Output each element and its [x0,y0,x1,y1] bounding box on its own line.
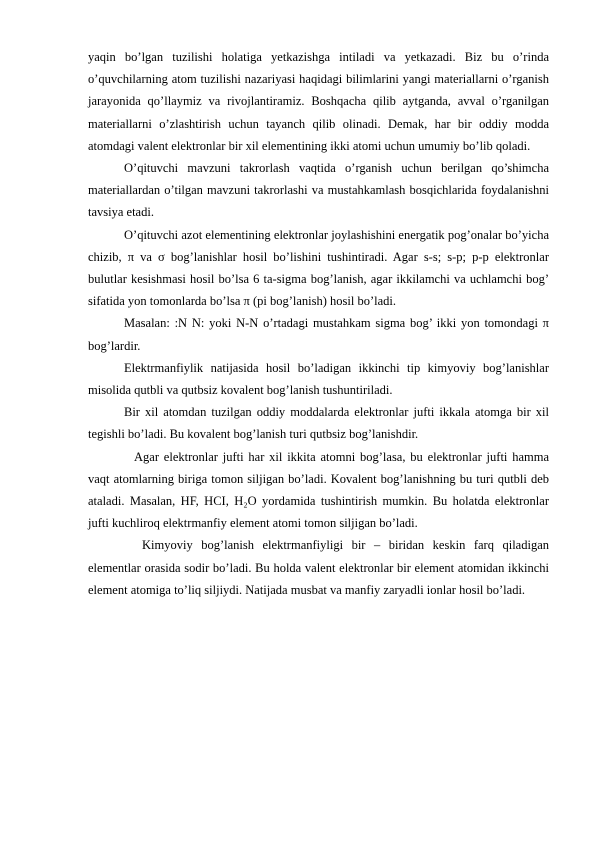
paragraph-pi-sigma-bonds: O’qituvchi azot elementining elektronlar joylashishini energatik pog’onalar bo’yicha chizib, π va σ bog’lanishlar hosil bo’lishini tushintiradi. Agar s-s; s-p; p-p elektronlar bulutlar kesishmasi hosil bo’lsa 6 ta-sigma bog’lanish, agar ikkilamchi va uchlamchi bog’ sifatida yon tomonlarda bo’lsa π (pi bog’lanish) hosil bo’ladi. [88,227,549,309]
paragraph-polar-bond: Agar elektronlar jufti har xil ikkita atomni bog’lasa, bu elektronlar jufti hamma vaqt atomlarning biriga tomon siljigan bo’ladi. Kovalent bog’lanishning bu turi qutbli deb ataladi. Masalan, HF, HCI, H₂O yordamida tushintirish mumkin. Bu holatda elektronlar jufti kuchliroq elektrmanfiy element atomi tomon siljigan bo’ladi. [88,449,549,531]
paragraph-electronegativity: Elektrmanfiylik natijasida hosil bo’ladigan ikkinchi tip kimyoviy bog’lanishlar misolida qutbli va qutbsiz kovalent bog’lanish tushuntiriladi. [88,360,549,398]
document-body [88,46,549,601]
paragraph-atom-structure: yaqin bo’lgan tuzilishi holatiga yetkazishga intiladi va yetkazadi. Biz bu o’rinda o’quvchilarning atom tuzilishi nazariyasi haqidagi bilimlarini yangi materiallarni o’rganish jarayonida qo’llaymiz va rivojlantiramiz. Boshqacha qilib aytganda, avval o’rganilgan materiallarni o’zlashtirish uchun tayanch qilib olinadi. Demak, har bir oddiy modda atomdagi valent elektronlar bir xil elementining ikki atomi uchun umumiy bo’lib qoladi. [88,50,549,153]
paragraph-review-materials: O’qituvchi mavzuni takrorlash vaqtida o’rganish uchun berilgan qo’shimcha materiallardan o’tilgan mavzuni takrorlashi va mustahkamlash bosqichlarida foydalanishni tavsiya etadi. [88,161,549,220]
paragraph-nonpolar-bond: Bir xil atomdan tuzilgan oddiy moddalarda elektronlar jufti ikkala atomga bir xil tegishli bo’ladi. Bu kovalent bog’lanish turi qutbsiz bog’lanishdir. [88,405,549,442]
paragraph-nitrogen-example: Masalan: :N N: yoki N-N o’rtadagi mustahkam sigma bog’ ikki yon tomondagi π bog’lardir. [88,316,549,353]
paragraph-ionic-bond: Kimyoviy bog’lanish elektrmanfiyligi bir – biridan keskin farq qiladigan elementlar orasida sodir bo’ladi. Bu holda valent elektronlar bir element atomidan ikkinchi element atomiga to’liq siljiydi. Natijada musbat va manfiy zaryadli ionlar hosil bo’ladi. [88,538,549,597]
